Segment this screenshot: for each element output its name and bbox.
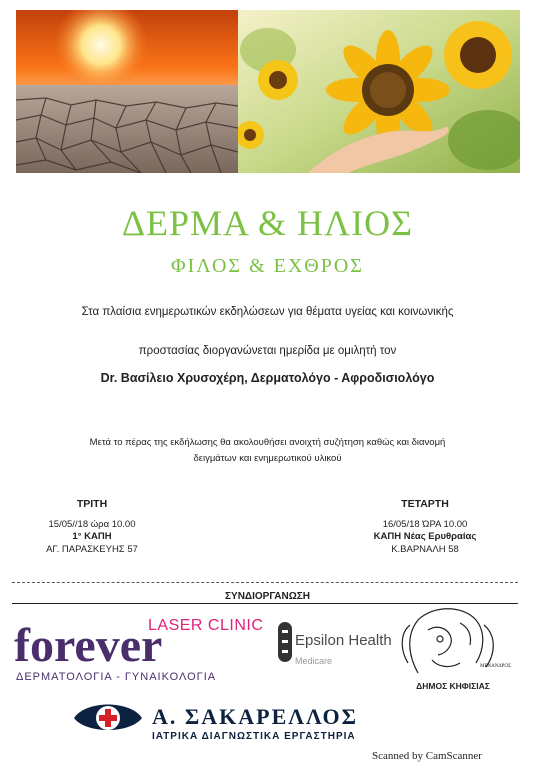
heading-underline	[12, 603, 518, 604]
after-line-2: δειγμάτων και ενημερωτικού υλικού	[193, 453, 342, 464]
intro-line-2: προστασίας διοργανώνεται ημερίδα με ομιλητή τον	[138, 345, 397, 357]
municipality-name: ΔΗΜΟΣ ΚΗΦΙΣΙΑΣ	[416, 681, 490, 691]
menandros-seal-icon	[388, 605, 518, 680]
sakarellos-name: Α. ΣΑΚΑΡΕΛΛΟΣ	[152, 704, 359, 729]
svg-text:ΜΕΝΑΝΔΡΟΣ: ΜΕΝΑΝΔΡΟΣ	[480, 664, 511, 669]
epsilon-logo-icon	[278, 622, 292, 662]
day-name: ΤΕΤΑΡΤΗ	[401, 498, 449, 510]
after-line-1: Μετά το πέρας της εκδήλωσης θα ακολουθήσει ανοιχτή συζήτηση καθώς και διανομή	[89, 437, 446, 448]
scanned-watermark: Scanned by CamScanner	[372, 750, 482, 762]
day-address: ΑΓ. ΠΑΡΑΣΚΕΥΗΣ 57	[46, 543, 138, 555]
epsilon-subtitle: Medicare	[295, 656, 333, 666]
coorganization-heading: ΣΥΝΔΙΟΡΓΑΝΩΣΗ	[225, 591, 310, 602]
epsilon-name: Epsilon Health	[295, 632, 392, 649]
section-divider	[12, 582, 518, 583]
day-name: ΤΡΙΤΗ	[76, 498, 108, 510]
speaker-name: Dr. Βασίλειο Χρυσοχέρη, Δερματολόγο - Αφροδισιολόγο	[100, 371, 435, 385]
forever-departments: ΔΕΡΜΑΤΟΛΟΓΙΑ - ΓΥΝΑΙΚΟΛΟΓΙΑ	[16, 671, 217, 683]
forever-tagline: LASER CLINIC	[148, 617, 264, 634]
event-title: ΔΕΡΜΑ & ΗΛΙΟΣ	[121, 203, 414, 243]
intro-line-1: Στα πλαίσια ενημερωτικών εκδηλώσεων για θέματα υγείας και κοινωνικής	[81, 306, 454, 318]
sunflowers-hand-image	[238, 10, 520, 173]
event-subtitle: ΦΙΛΟΣ & ΕΧΘΡΟΣ	[171, 255, 364, 277]
forever-logo-word: forever	[14, 619, 163, 672]
day-datetime: 15/05//18 ώρα 10.00	[48, 518, 136, 530]
sakarellos-logo-icon	[72, 698, 144, 736]
sakarellos-subtitle: ΙΑΤΡΙΚΑ ΔΙΑΓΝΩΣΤΙΚΑ ΕΡΓΑΣΤΗΡΙΑ	[152, 731, 356, 742]
day-address: Κ.ΒΑΡΝΑΛΗ 58	[391, 543, 459, 555]
day-datetime: 16/05/18 ΏΡΑ 10.00	[382, 518, 468, 530]
cracked-desert-sunset-image	[16, 10, 238, 173]
event-day-1	[12, 498, 172, 556]
day-venue: 1° ΚΑΠΗ	[72, 531, 112, 542]
event-day-2	[340, 498, 510, 556]
day-venue: ΚΑΠΗ Νέας Ερυθραίας	[373, 531, 477, 542]
